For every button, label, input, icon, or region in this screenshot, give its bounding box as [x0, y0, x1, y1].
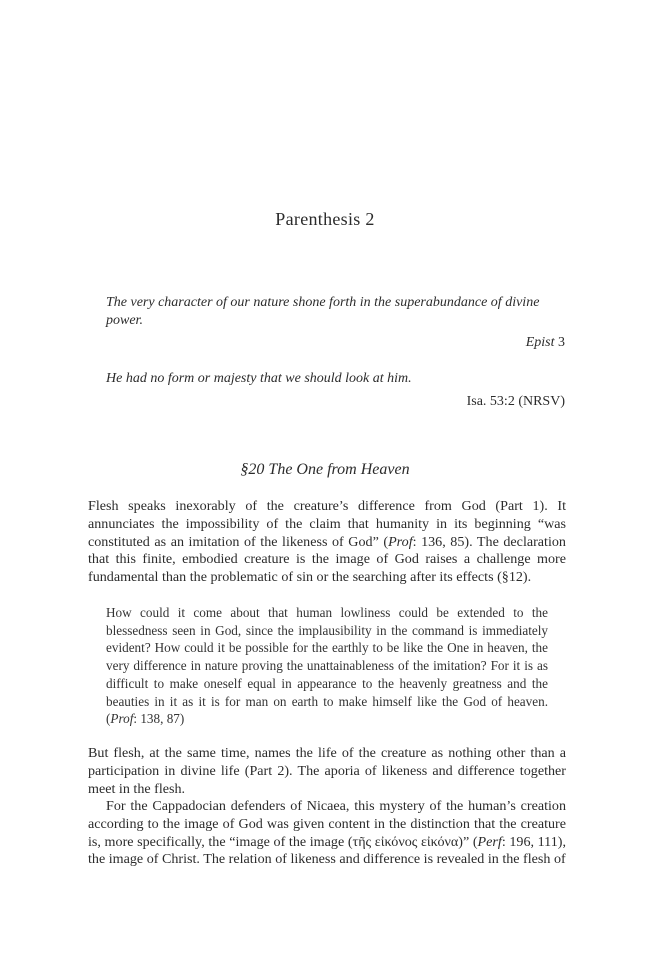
paragraph-1 — [88, 498, 566, 587]
epigraph-2-quote: He had no form or majesty that we should look at him. — [106, 371, 412, 386]
epigraph-1-quote: The very character of our nature shone forth in the superabundance of divine power. — [106, 295, 540, 328]
paragraph-3 — [88, 798, 566, 869]
epigraph-2-source-text: Isa. 53:2 (NRSV) — [466, 394, 565, 409]
paragraph-3-text-a: For the Cappadocian defenders of Nicaea, this mystery of the human’s creation according to the image of God was given content in the distinction that the creature is, more specifically, the “image of the image (τῆς εἰκόνος εἰκόνα)” ( — [88, 798, 566, 850]
chapter-title: Parenthesis 2 — [275, 209, 375, 229]
paragraph-3-text-b: : 196, 111), the image of Christ. The relation of likeness and difference is revealed in the flesh of — [88, 833, 566, 868]
paragraph-1-citation-title: Prof — [388, 533, 413, 550]
block-quote-text-a: How could it come about that human lowliness could be extended to the blessedness seen in God, since the implausibility in the command is immediately evident? How could it be possible for the earthly to be like the One in heaven, the very difference in nature proving the unattainableness of the imitation? For it is as difficult to make oneself equal in appearance to the heavenly greatness and the beauties in it as it is for man on earth to make himself like the God of heaven. ( — [106, 605, 548, 727]
paragraph-3-citation-title: Perf — [477, 833, 502, 850]
block-quote — [106, 604, 548, 728]
block-quote-text-b: : 138, 87) — [133, 711, 185, 727]
epigraph-1-source-title: Epist — [525, 335, 555, 350]
epigraph-2-source — [467, 393, 565, 411]
paragraph-2: But flesh, at the same time, names the life of the creature as nothing other than a participation in divine life (Part 2). The aporia of likeness and difference together meet in the flesh. — [88, 745, 566, 797]
epigraph-1-source — [526, 334, 565, 352]
section-heading: §20 The One from Heaven — [240, 461, 410, 478]
epigraph-1-source-number: 3 — [554, 335, 565, 350]
block-quote-citation-title: Prof — [110, 711, 134, 727]
paragraph-1-text-a: Flesh speaks inexorably of the creature’s difference from God (Part 1). It annunciates the impossibility of the claim that humanity in its beginning “was constituted as an imitation of the likeness of God” ( — [88, 498, 566, 550]
paragraph-1-text-b: : 136, 85). The declaration that this finite, embodied creature is the image of God raises a challenge more fundamental than the problematic of sin or the searching after its effects (§12). — [88, 533, 566, 586]
